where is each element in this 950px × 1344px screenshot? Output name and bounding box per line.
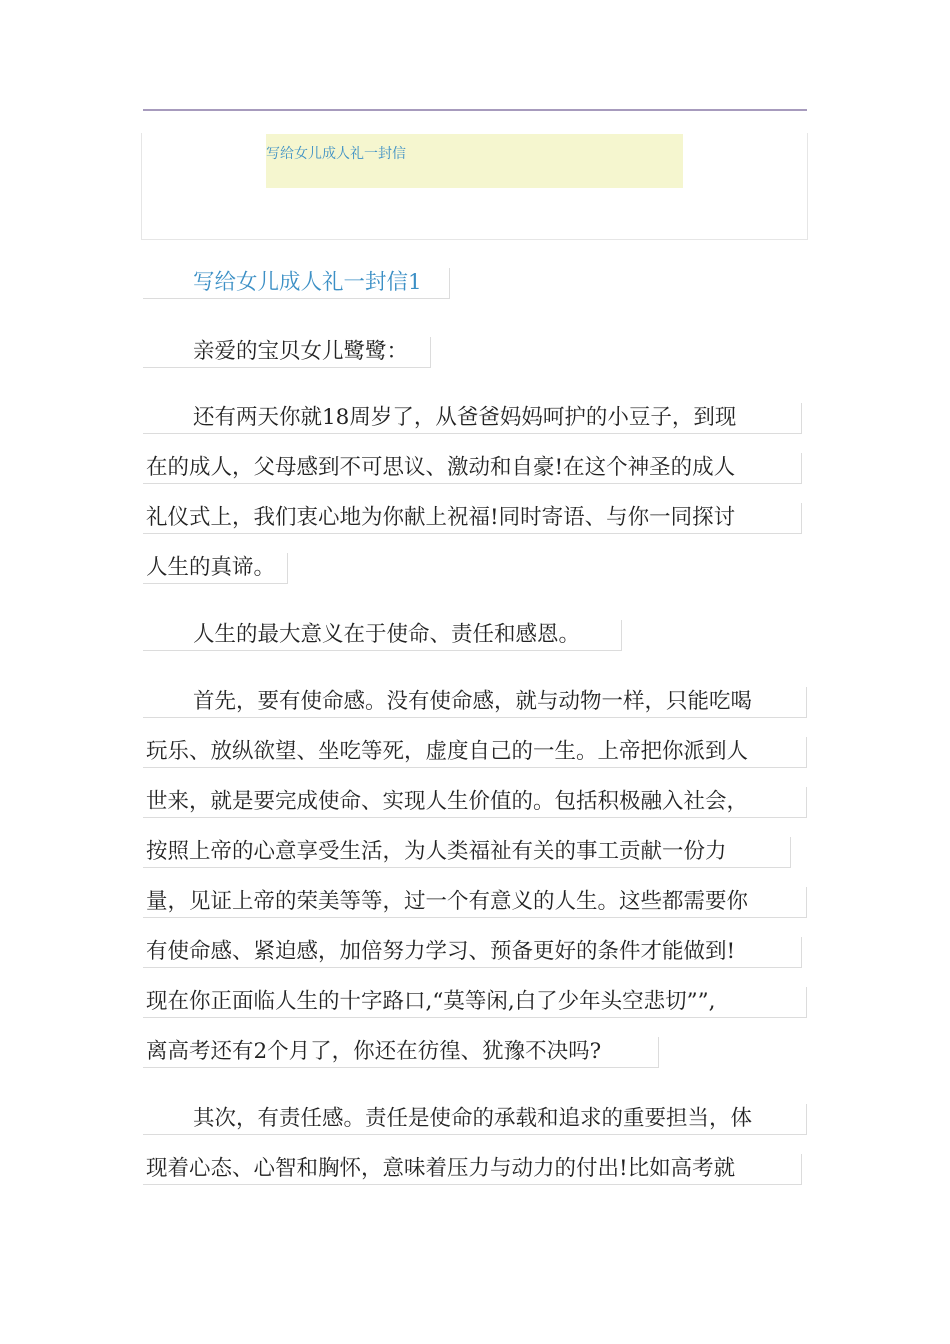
paragraph-line [143, 503, 802, 534]
paragraph-text: 礼仪式上，我们衷心地为你献上祝福!同时寄语、与你一同探讨 [146, 505, 736, 530]
paragraph-line [143, 1104, 807, 1135]
paragraph-text: 现在你正面临人生的十字路口,“莫等闲,白了少年头空悲切””, [146, 989, 716, 1014]
salutation-line [143, 337, 431, 368]
paragraph-text: 首先，要有使命感。没有使命感，就与动物一样，只能吃喝 [193, 689, 753, 714]
paragraph-text: 有使命感、紧迫感，加倍努力学习、预备更好的条件才能做到! [146, 939, 736, 964]
paragraph-line [143, 553, 288, 584]
document-heading-line [143, 268, 450, 299]
paragraph-text: 还有两天你就18周岁了，从爸爸妈妈呵护的小豆子，到现 [193, 405, 737, 430]
paragraph-text: 世来，就是要完成使命、实现人生价值的。包括积极融入社会， [146, 789, 749, 814]
paragraph-line [143, 937, 802, 968]
paragraph-text: 量，见证上帝的荣美等等，过一个有意义的人生。这些都需要你 [146, 889, 749, 914]
paragraph-text: 离高考还有2个月了，你还在彷徨、犹豫不决吗? [146, 1039, 602, 1064]
paragraph-line [143, 620, 622, 651]
salutation: 亲爱的宝贝女儿鹭鹭： [193, 339, 409, 364]
paragraph-text: 其次，有责任感。责任是使命的承载和追求的重要担当，体 [193, 1106, 753, 1131]
paragraph-line [143, 987, 807, 1018]
paragraph-text: 玩乐、放纵欲望、坐吃等死，虚度自己的一生。上帝把你派到人 [146, 739, 749, 764]
paragraph-line [143, 453, 802, 484]
paragraph-line [143, 787, 807, 818]
paragraph-line [143, 887, 807, 918]
paragraph-line [143, 687, 807, 718]
paragraph-line [143, 1037, 659, 1068]
top-rule [143, 109, 807, 111]
document-heading: 写给女儿成人礼一封信1 [193, 270, 422, 295]
paragraph-text: 在的成人，父母感到不可思议、激动和自豪!在这个神圣的成人 [146, 455, 736, 480]
paragraph-text: 人生的真谛。 [146, 555, 276, 580]
paragraph-text: 现着心态、心智和胸怀，意味着压力与动力的付出!比如高考就 [146, 1156, 736, 1181]
banner-title: 写给女儿成人礼一封信 [266, 146, 406, 162]
paragraph-line [143, 1154, 802, 1185]
paragraph-line [143, 737, 807, 768]
paragraph-line [143, 403, 802, 434]
paragraph-text: 人生的最大意义在于使命、责任和感恩。 [193, 622, 581, 647]
paragraph-line [143, 837, 791, 868]
paragraph-text: 按照上帝的心意享受生活，为人类福祉有关的事工贡献一份力 [146, 839, 727, 864]
